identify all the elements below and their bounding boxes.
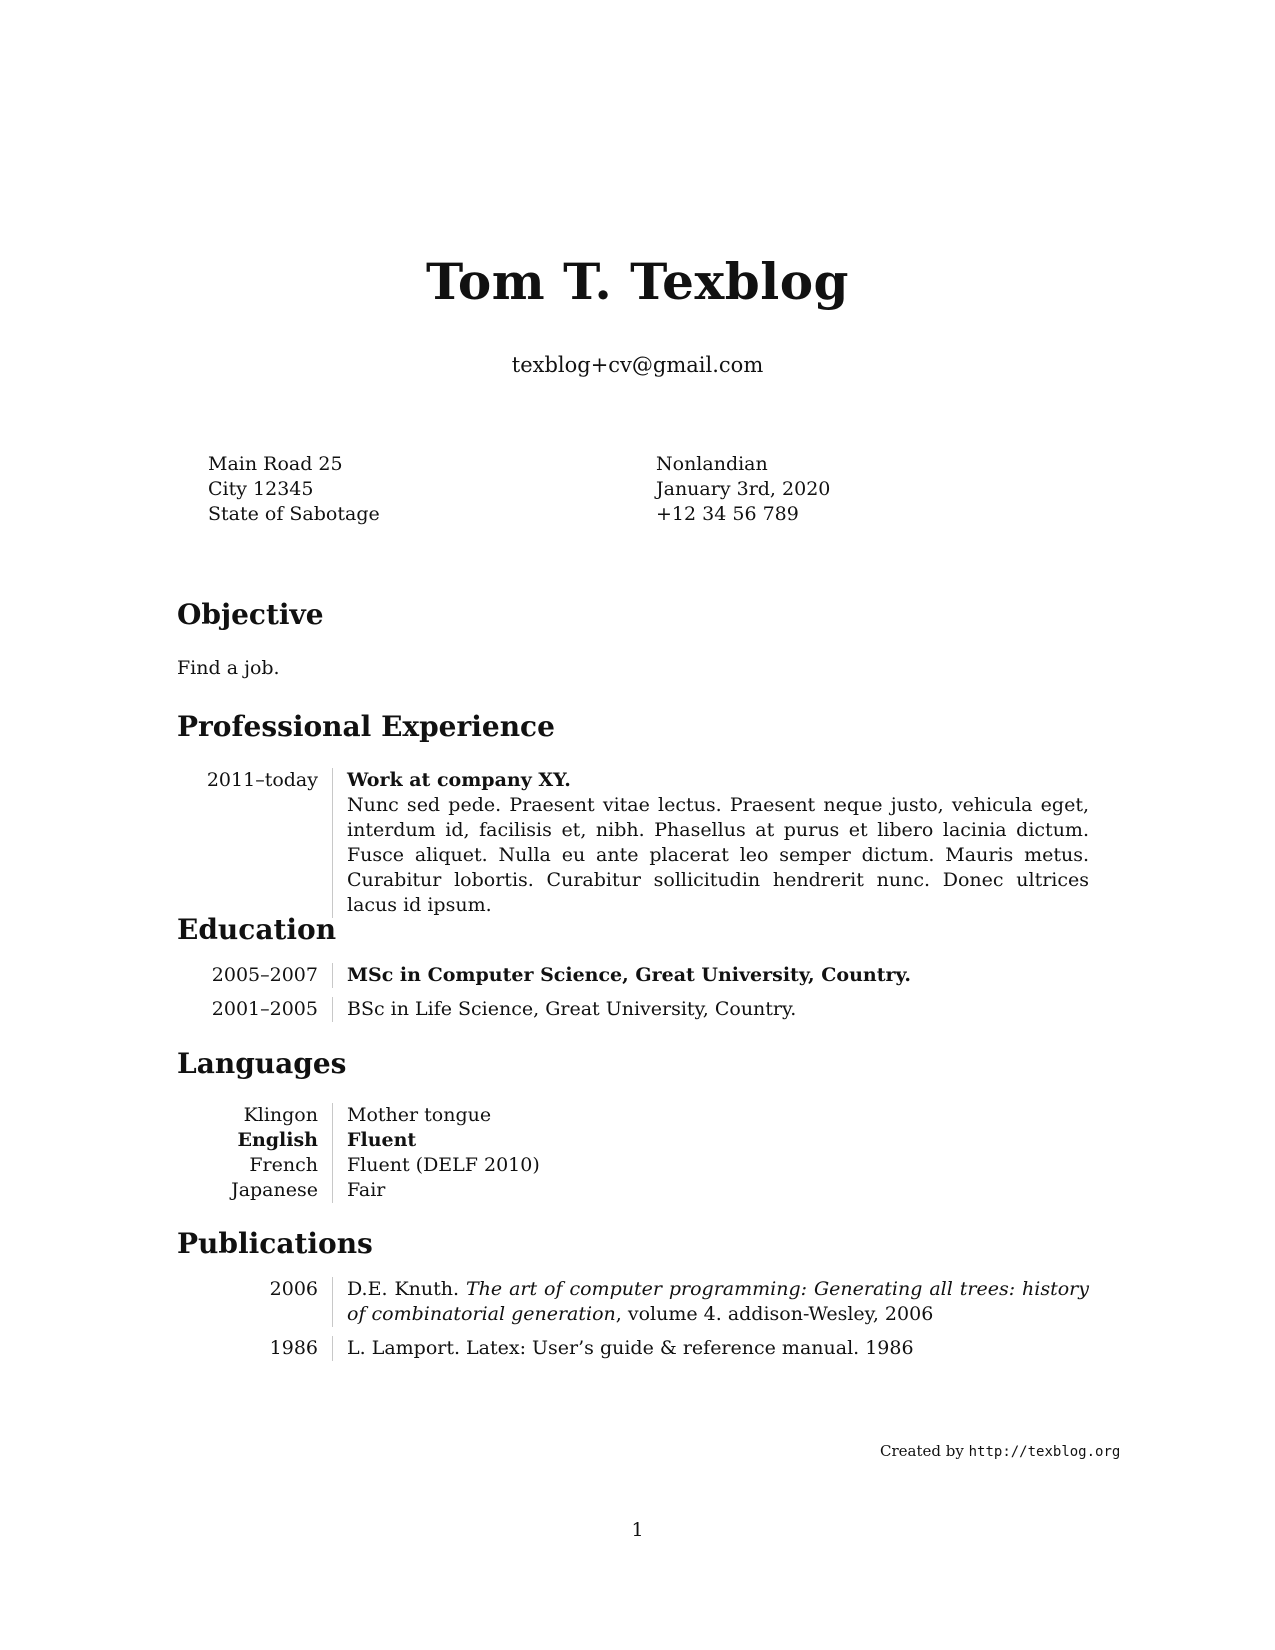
experience-date: 2011–today <box>206 769 318 791</box>
language-row <box>177 1128 1089 1153</box>
phone-number: +12 34 56 789 <box>656 503 799 525</box>
cv-email[interactable]: texblog+cv@gmail.com <box>511 353 764 377</box>
section-title-experience: Professional Experience <box>177 710 555 743</box>
address-block-right <box>656 452 830 527</box>
address-city: City 12345 <box>208 478 314 500</box>
education-entry <box>177 963 1089 988</box>
address-block-left <box>208 452 380 527</box>
experience-description: Nunc sed pede. Praesent vitae lectus. Praesent neque justo, vehicula eget, interdum id, facilisis et, nibh. Phasellus at purus et libero lacinia dictum. Fusce aliquet. Nulla eu ante placerat leo semper dictum. Mauris metus. Curabitur lobortis. Curabitur sollicitudin hendrerit nunc. Donec ultrices lacus id ipsum. <box>347 794 1089 916</box>
experience-heading: Work at company XY. <box>347 769 571 791</box>
language-name: English <box>237 1129 318 1151</box>
birth-date: January 3rd, 2020 <box>656 478 831 500</box>
publication-title: The art of computer programming: Generating all trees: history of combinatorial generation <box>347 1278 1090 1325</box>
section-title-publications: Publications <box>177 1227 373 1260</box>
created-by-label: Created by <box>880 1442 964 1460</box>
nationality: Nonlandian <box>656 453 768 475</box>
education-body <box>332 963 1089 988</box>
created-by-note <box>880 1442 1120 1461</box>
publication-citation <box>332 1277 1089 1327</box>
language-name: Klingon <box>243 1104 318 1126</box>
language-level: Mother tongue <box>332 1103 1089 1128</box>
objective-text: Find a job. <box>177 657 280 679</box>
section-title-languages: Languages <box>177 1047 347 1080</box>
page-number: 1 <box>631 1519 644 1541</box>
language-name: Japanese <box>231 1179 318 1201</box>
publication-entry <box>177 1277 1089 1327</box>
cv-name: Tom T. Texblog <box>425 252 850 311</box>
language-row <box>177 1178 1089 1203</box>
section-title-education: Education <box>177 913 337 946</box>
language-level: Fluent <box>332 1128 1089 1153</box>
experience-body <box>332 768 1089 918</box>
education-entry <box>177 997 1089 1022</box>
education-degree: BSc in Life Science, Great University, Country. <box>347 998 797 1020</box>
publication-entry <box>177 1336 1089 1361</box>
education-body <box>332 997 1089 1022</box>
language-row <box>177 1103 1089 1128</box>
publication-authors: D.E. Knuth. <box>347 1278 460 1300</box>
publication-year: 1986 <box>269 1337 318 1359</box>
address-state: State of Sabotage <box>208 503 380 525</box>
publication-citation: L. Lamport. Latex: User’s guide & reference manual. 1986 <box>332 1336 1089 1361</box>
publication-year: 2006 <box>269 1278 318 1300</box>
language-level: Fluent (DELF 2010) <box>332 1153 1089 1178</box>
language-level: Fair <box>332 1178 1089 1203</box>
education-date: 2005–2007 <box>211 964 318 986</box>
education-degree: MSc in Computer Science, Great University, Country. <box>347 964 911 986</box>
publication-details: , volume 4. addison-Wesley, 2006 <box>615 1303 934 1325</box>
section-title-objective: Objective <box>177 598 324 631</box>
address-street: Main Road 25 <box>208 453 343 475</box>
language-name: French <box>249 1154 318 1176</box>
education-date: 2001–2005 <box>211 998 318 1020</box>
created-by-link[interactable]: http://texblog.org <box>968 1444 1121 1460</box>
experience-entry <box>177 768 1089 918</box>
language-row <box>177 1153 1089 1178</box>
